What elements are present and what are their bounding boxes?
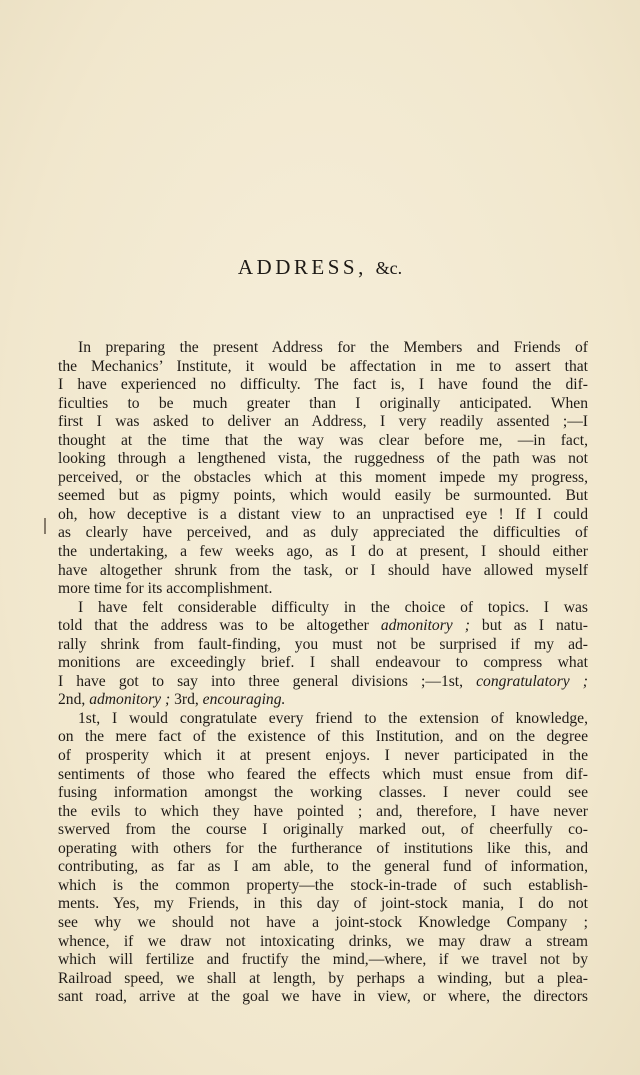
text-line bbox=[58, 506, 588, 525]
text-segment: the Mechanics’ Institute, it would be affectation in me to assert that bbox=[58, 357, 588, 375]
text-line bbox=[58, 562, 588, 581]
text-line bbox=[58, 339, 588, 358]
italic-term: congratulatory ; bbox=[476, 672, 588, 690]
text-segment: I have experienced no difficulty. The fact is, I have found the dif- bbox=[58, 376, 588, 394]
text-line bbox=[58, 450, 588, 469]
margin-mark bbox=[44, 518, 46, 534]
text-line bbox=[58, 413, 588, 432]
text-line bbox=[58, 933, 588, 952]
text-segment: which will fertilize and fructify the mind,—where, if we travel not by bbox=[58, 951, 588, 969]
text-segment: whence, if we draw not intoxicating drinks, we may draw a stream bbox=[58, 932, 588, 950]
text-line bbox=[58, 710, 588, 729]
text-segment: see why we should not have a joint-stock Knowledge Company ; bbox=[58, 913, 588, 931]
text-line bbox=[58, 747, 588, 766]
text-segment: operating with others for the furtherance of institutions like this, and bbox=[58, 839, 588, 857]
text-line bbox=[58, 543, 588, 562]
italic-term: encouraging. bbox=[202, 691, 286, 709]
body-text bbox=[58, 339, 588, 1007]
text-segment: the evils to which they have pointed ; and, therefore, I have never bbox=[58, 802, 588, 820]
text-line bbox=[58, 803, 588, 822]
text-line bbox=[58, 728, 588, 747]
text-line bbox=[58, 432, 588, 451]
text-segment: 1st, I would congratulate every friend to the extension of knowledge, bbox=[78, 709, 588, 727]
text-line bbox=[58, 784, 588, 803]
text-segment: monitions are exceedingly brief. I shall endeavour to compress what bbox=[58, 654, 588, 672]
text-line bbox=[58, 895, 588, 914]
text-segment: I have got to say into three general divisions ;—1st, bbox=[58, 672, 477, 690]
text-line bbox=[58, 487, 588, 506]
text-line bbox=[58, 858, 588, 877]
text-segment: 3rd, bbox=[170, 691, 203, 709]
heading-title: ADDRESS, bbox=[237, 255, 367, 279]
text-line bbox=[58, 951, 588, 970]
text-line bbox=[58, 617, 588, 636]
text-segment: seemed but as pigmy points, which would easily be surmounted. But bbox=[58, 487, 588, 505]
text-line bbox=[58, 580, 588, 599]
text-segment: swerved from the course I originally marked out, of cheerfully co- bbox=[58, 821, 588, 839]
text-segment: 2nd, bbox=[58, 691, 90, 709]
text-line bbox=[58, 691, 588, 710]
text-line bbox=[58, 654, 588, 673]
text-line bbox=[58, 821, 588, 840]
text-segment: told that the address was to be altogether bbox=[58, 617, 381, 635]
text-segment: as clearly have perceived, and as duly appreciated the difficulties of bbox=[58, 524, 588, 542]
italic-term: admonitory ; bbox=[380, 617, 470, 635]
text-segment: contributing, as far as I am able, to the general fund of information, bbox=[58, 858, 588, 876]
text-line bbox=[58, 599, 588, 618]
text-segment: more time for its accomplishment. bbox=[58, 580, 273, 598]
text-segment: oh, how deceptive is a distant view to an unpractised eye ! If I could bbox=[58, 505, 588, 523]
text-segment: ficulties to be much greater than I originally anticipated. When bbox=[58, 394, 588, 412]
text-line bbox=[58, 469, 588, 488]
heading-etc: &c. bbox=[375, 258, 403, 278]
text-segment: fusing information amongst the working classes. I never could see bbox=[58, 784, 588, 802]
text-line bbox=[58, 673, 588, 692]
text-line bbox=[58, 988, 588, 1007]
italic-term: admonitory ; bbox=[89, 691, 171, 709]
text-segment: thought at the time that the way was clear before me, —in fact, bbox=[58, 431, 588, 449]
text-segment: first I was asked to deliver an Address, I very readily assented ;—I bbox=[58, 413, 588, 431]
text-line bbox=[58, 636, 588, 655]
text-segment: ments. Yes, my Friends, in this day of joint-stock mania, I do not bbox=[58, 895, 588, 913]
text-segment: sant road, arrive at the goal we have in view, or where, the directors bbox=[58, 988, 588, 1006]
text-line bbox=[58, 376, 588, 395]
text-segment: on the mere fact of the existence of this Institution, and on the degree bbox=[58, 728, 588, 746]
text-line bbox=[58, 524, 588, 543]
text-segment: the undertaking, a few weeks ago, as I do at present, I should either bbox=[58, 543, 588, 561]
text-line bbox=[58, 766, 588, 785]
text-segment: looking through a lengthened vista, the ruggedness of the path was not bbox=[58, 450, 588, 468]
text-segment: sentiments of those who feared the effects which must ensue from dif- bbox=[58, 765, 588, 783]
text-segment: In preparing the present Address for the Members and Friends of bbox=[78, 339, 588, 356]
text-segment: Railroad speed, we shall at length, by perhaps a winding, but a plea- bbox=[58, 969, 588, 987]
text-line bbox=[58, 840, 588, 859]
text-segment: but as I natu- bbox=[469, 617, 589, 635]
text-line bbox=[58, 914, 588, 933]
text-segment: which is the common property—the stock-in-trade of such establish- bbox=[58, 876, 588, 894]
text-line bbox=[58, 877, 588, 896]
text-line bbox=[58, 970, 588, 989]
text-line bbox=[58, 358, 588, 377]
text-segment: I have felt considerable difficulty in the choice of topics. I was bbox=[78, 598, 588, 616]
text-segment: rally shrink from fault-finding, you must not be surprised if my ad- bbox=[58, 635, 588, 653]
text-line bbox=[58, 395, 588, 414]
page-heading bbox=[0, 255, 640, 280]
text-segment: of prosperity which it at present enjoys. I never participated in the bbox=[58, 747, 588, 765]
text-segment: perceived, or the obstacles which at this moment impede my progress, bbox=[58, 468, 588, 486]
text-segment: have altogether shrunk from the task, or I should have allowed myself bbox=[58, 561, 588, 579]
